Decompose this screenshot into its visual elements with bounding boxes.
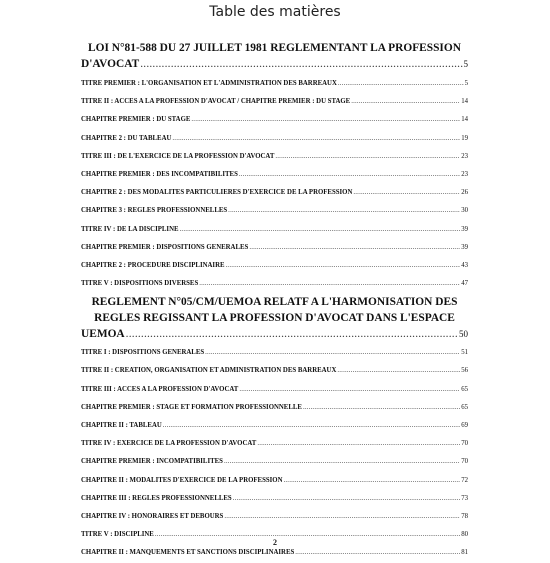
entry-label: CHAPITRE 2 : DU TABLEAU <box>81 134 172 142</box>
toc-entry[interactable] <box>81 148 468 166</box>
toc-entry[interactable] <box>81 202 468 220</box>
page-ref: 70 <box>461 440 468 448</box>
toc-entry[interactable] <box>81 239 468 257</box>
entry-label: CHAPITRE PREMIER : STAGE ET FORMATION PROFESSIONNELLE <box>81 403 302 411</box>
toc-entry[interactable] <box>81 275 468 293</box>
page-number: 2 <box>273 538 277 547</box>
dot-leader <box>295 544 460 562</box>
dot-leader <box>140 56 462 72</box>
entry-label: CHAPITRE IV : HONORAIRES ET DEBOURS <box>81 512 224 520</box>
page-ref: 65 <box>461 403 468 411</box>
page-ref: 78 <box>461 512 468 520</box>
page-ref: 26 <box>461 189 468 197</box>
toc-entry[interactable] <box>81 544 468 562</box>
toc-entry[interactable] <box>81 257 468 275</box>
entry-label: CHAPITRE III : REGLES PROFESSIONNELLES <box>81 494 232 502</box>
dot-leader <box>180 221 461 239</box>
entry-label: TITRE III : DE L'EXERCICE DE LA PROFESSION D'AVOCAT <box>81 152 275 160</box>
dot-leader <box>228 202 460 220</box>
dot-leader <box>224 508 460 526</box>
dot-leader <box>338 75 464 93</box>
entry-label: CHAPITRE PREMIER : INCOMPATIBILITES <box>81 458 223 466</box>
toc-entry[interactable] <box>81 111 468 129</box>
entry-label: CHAPITRE PREMIER : DISPOSITIONS GENERALES <box>81 243 249 251</box>
toc-entry[interactable] <box>81 453 468 471</box>
entry-label: CHAPITRE II : MODALITES D'EXERCICE DE LA PROFESSION <box>81 476 283 484</box>
toc-entry[interactable] <box>81 184 468 202</box>
dot-leader <box>257 435 460 453</box>
entry-label: CHAPITRE II : MANQUEMENTS ET SANCTIONS DISCIPLINAIRES <box>81 549 295 557</box>
page-ref: 72 <box>461 476 468 484</box>
dot-leader <box>163 417 460 435</box>
toc-entry[interactable] <box>81 221 468 239</box>
dot-leader <box>199 275 460 293</box>
entry-label: CHAPITRE 3 : REGLES PROFESSIONNELLES <box>81 207 228 215</box>
dot-leader <box>353 184 460 202</box>
dot-leader <box>275 148 460 166</box>
entry-label: TITRE IV : DE LA DISCIPLINE <box>81 225 179 233</box>
entry-label: TITRE PREMIER : L'ORGANISATION ET L'ADMINISTRATION DES BARREAUX <box>81 80 337 87</box>
toc-entry[interactable] <box>81 130 468 148</box>
dot-leader <box>351 93 460 111</box>
page-ref: 19 <box>461 134 468 142</box>
page-ref: 73 <box>461 494 468 502</box>
entry-label: TITRE I : DISPOSITIONS GENERALES <box>81 349 205 357</box>
section-heading-line: D'AVOCAT <box>81 58 140 70</box>
toc-entry[interactable] <box>81 417 468 435</box>
toc-section-heading[interactable] <box>81 40 468 72</box>
dot-leader <box>303 399 460 417</box>
entry-label: TITRE IV : EXERCICE DE LA PROFESSION D'AVOCAT <box>81 440 257 448</box>
dot-leader <box>126 326 458 342</box>
page-ref: 23 <box>461 152 468 160</box>
toc-entry[interactable] <box>81 166 468 184</box>
toc-entry[interactable] <box>81 399 468 417</box>
entry-label: CHAPITRE PREMIER : DU STAGE <box>81 116 191 124</box>
page-ref: 30 <box>461 207 468 215</box>
page-title: Table des matières <box>209 4 341 20</box>
dot-leader <box>239 166 460 184</box>
entry-label: TITRE II : ACCES A LA PROFESSION D'AVOCAT / CHAPITRE PREMIER : DU STAGE <box>81 98 351 106</box>
dot-leader <box>239 381 460 399</box>
toc-entry[interactable] <box>81 381 468 399</box>
dot-leader <box>337 362 460 380</box>
dot-leader <box>224 453 460 471</box>
toc-entry[interactable] <box>81 362 468 380</box>
toc-entry[interactable] <box>81 472 468 490</box>
section-heading-line: REGLES REGISSANT LA PROFESSION D'AVOCAT DANS L'ESPACE <box>94 312 455 325</box>
toc-entry[interactable] <box>81 435 468 453</box>
page-ref: 70 <box>461 458 468 466</box>
page-ref: 39 <box>461 243 468 251</box>
page-ref: 81 <box>461 549 468 557</box>
entry-label: CHAPITRE II : TABLEAU <box>81 422 162 429</box>
entry-label: TITRE V : DISCIPLINE <box>81 531 154 539</box>
entry-label: TITRE V : DISPOSITIONS DIVERSES <box>81 280 199 288</box>
section-heading-line: UEMOA <box>81 328 125 341</box>
toc-entry[interactable] <box>81 490 468 508</box>
entry-label: TITRE II : CREATION, ORGANISATION ET ADMINISTRATION DES BARREAUX <box>81 367 337 375</box>
page-ref: 5 <box>464 80 468 87</box>
dot-leader <box>205 344 460 362</box>
page-ref: 14 <box>461 98 468 106</box>
toc-entry[interactable] <box>81 344 468 362</box>
page-ref: 47 <box>461 280 468 288</box>
entry-label: CHAPITRE 2 : DES MODALITES PARTICULIERES D'EXERCICE DE LA PROFESSION <box>81 189 353 197</box>
entry-label: CHAPITRE PREMIER : DES INCOMPATIBILITES <box>81 170 238 178</box>
table-of-contents <box>81 40 468 563</box>
section-heading-line: REGLEMENT N°05/CM/UEMOA RELATF A L'HARMONISATION DES <box>91 296 458 309</box>
section-heading-line: LOI N°81-588 DU 27 JUILLET 1981 REGLEMENTANT LA PROFESSION <box>88 42 461 54</box>
dot-leader <box>172 130 460 148</box>
toc-entry[interactable] <box>81 508 468 526</box>
page-ref: 5 <box>463 59 468 69</box>
dot-leader <box>249 239 460 257</box>
page-ref: 50 <box>459 329 468 340</box>
dot-leader <box>284 472 461 490</box>
page-ref: 80 <box>461 531 468 539</box>
page-ref: 51 <box>461 349 468 357</box>
page-ref: 65 <box>461 385 468 393</box>
page-ref: 56 <box>461 367 468 375</box>
page-ref: 69 <box>461 422 468 429</box>
dot-leader <box>191 111 460 129</box>
entry-label: CHAPITRE 2 : PROCEDURE DISCIPLINAIRE <box>81 261 225 269</box>
toc-section-heading[interactable] <box>81 294 468 342</box>
toc-entry[interactable] <box>81 75 468 93</box>
dot-leader <box>226 257 461 275</box>
page-ref: 14 <box>461 116 468 124</box>
page-ref: 43 <box>461 261 468 269</box>
page-ref: 23 <box>461 170 468 178</box>
dot-leader <box>233 490 461 508</box>
toc-entry[interactable] <box>81 93 468 111</box>
page-ref: 39 <box>461 225 468 233</box>
entry-label: TITRE III : ACCES A LA PROFESSION D'AVOCAT <box>81 385 239 393</box>
